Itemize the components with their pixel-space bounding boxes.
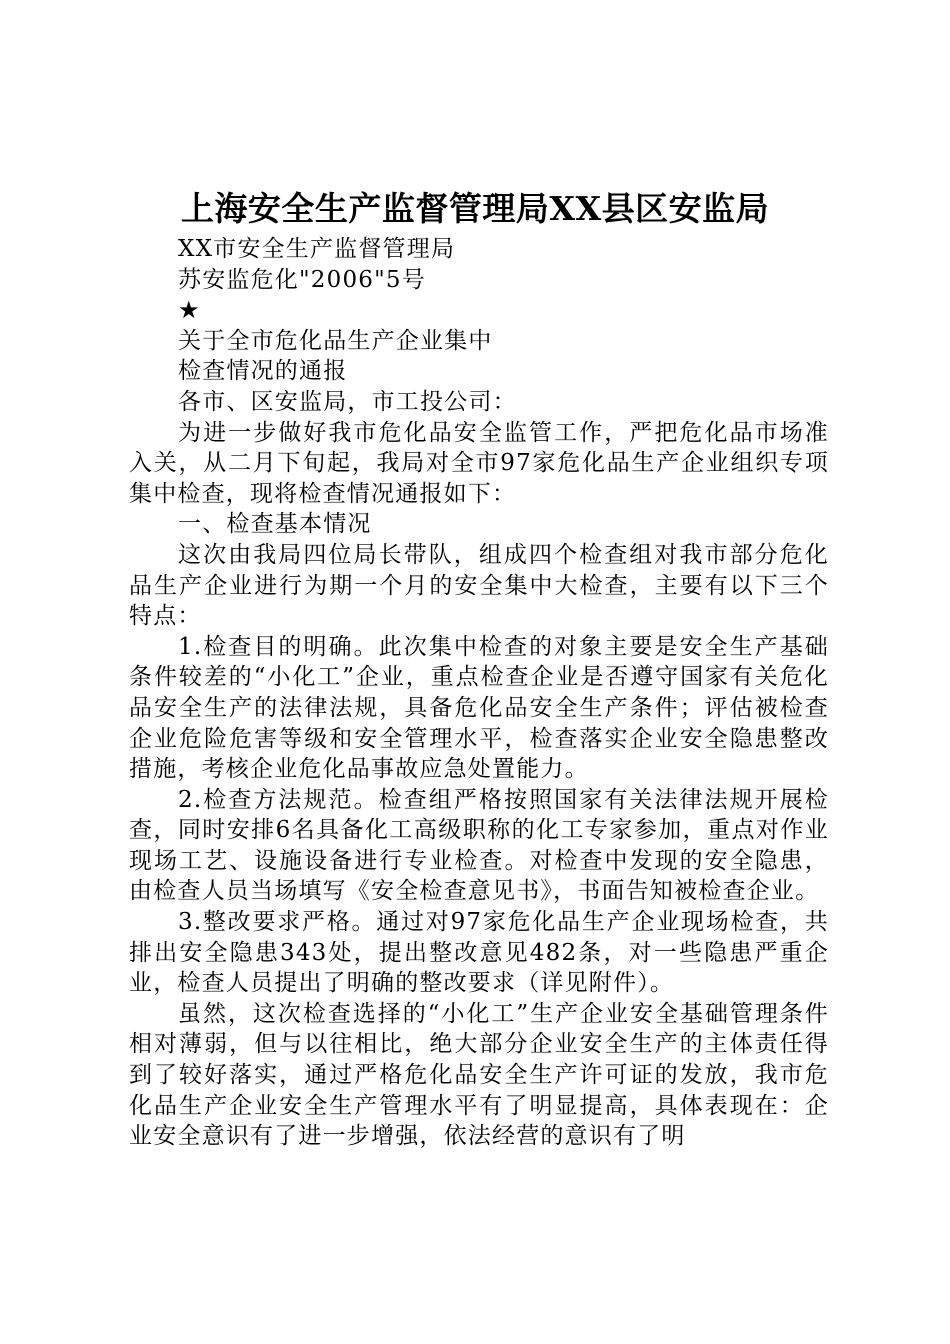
section-heading: 一、检查基本情况: [178, 511, 372, 538]
document-number: 苏安监危化"2006"5号: [178, 266, 426, 293]
paragraph-point-3: 3.整改要求严格。通过对97家危化品生产企业现场检查，共排出安全隐患343处，提出整改意见482条，对一些隐患严重企业，检查人员提出了明确的整改要求（详见附件）。: [129, 909, 829, 997]
paragraph-intro: 为进一步做好我市危化品安全监管工作，严把危化品市场准入关，从二月下旬起，我局对全市97家危化品生产企业组织专项集中检查，现将检查情况通报如下：: [129, 419, 829, 507]
paragraph-point-1: 1.检查目的明确。此次集中检查的对象主要是安全生产基础条件较差的“小化工”企业，重点检查企业是否遵守国家有关危化品安全生产的法律法规，具备危化品安全生产条件；评估被检查企业危险危害等级和安全管理水平，检查落实企业安全隐患整改措施，考核企业危化品事故应急处置能力。: [129, 633, 829, 783]
paragraph-overview: 这次由我局四位局长带队，组成四个检查组对我市部分危化品生产企业进行为期一个月的安全集中大检查，主要有以下三个特点：: [129, 541, 829, 630]
salutation: 各市、区安监局，市工投公司：: [178, 388, 517, 415]
document-title: 上海安全生产监督管理局XX县区安监局: [180, 189, 770, 228]
paragraph-summary: 虽然，这次检查选择的“小化工”生产企业安全基础管理条件相对薄弱，但与以往相比，绝大部分企业安全生产的主体责任得到了较好落实，通过严格危化品安全生产许可证的发放，我市危化品生产企业安全生产管理水平有了明显提高，具体表现在：企业安全意识有了进一步增强，依法经营的意识有了明: [129, 1000, 829, 1150]
subject-line-1: 关于全市危化品生产企业集中: [178, 327, 493, 354]
document-body: [129, 234, 829, 1152]
paragraph-point-2: 2.检查方法规范。检查组严格按照国家有关法律法规开展检查，同时安排6名具备化工高级职称的化工专家参加，重点对作业现场工艺、设施设备进行专业检查。对检查中发现的安全隐患，由检查人员当场填写《安全检查意见书》，书面告知被检查企业。: [129, 786, 829, 905]
subject-line-2: 检查情况的通报: [178, 358, 348, 385]
star-icon: ★: [178, 296, 201, 325]
issuer-line: XX市安全生产监督管理局: [178, 236, 456, 262]
